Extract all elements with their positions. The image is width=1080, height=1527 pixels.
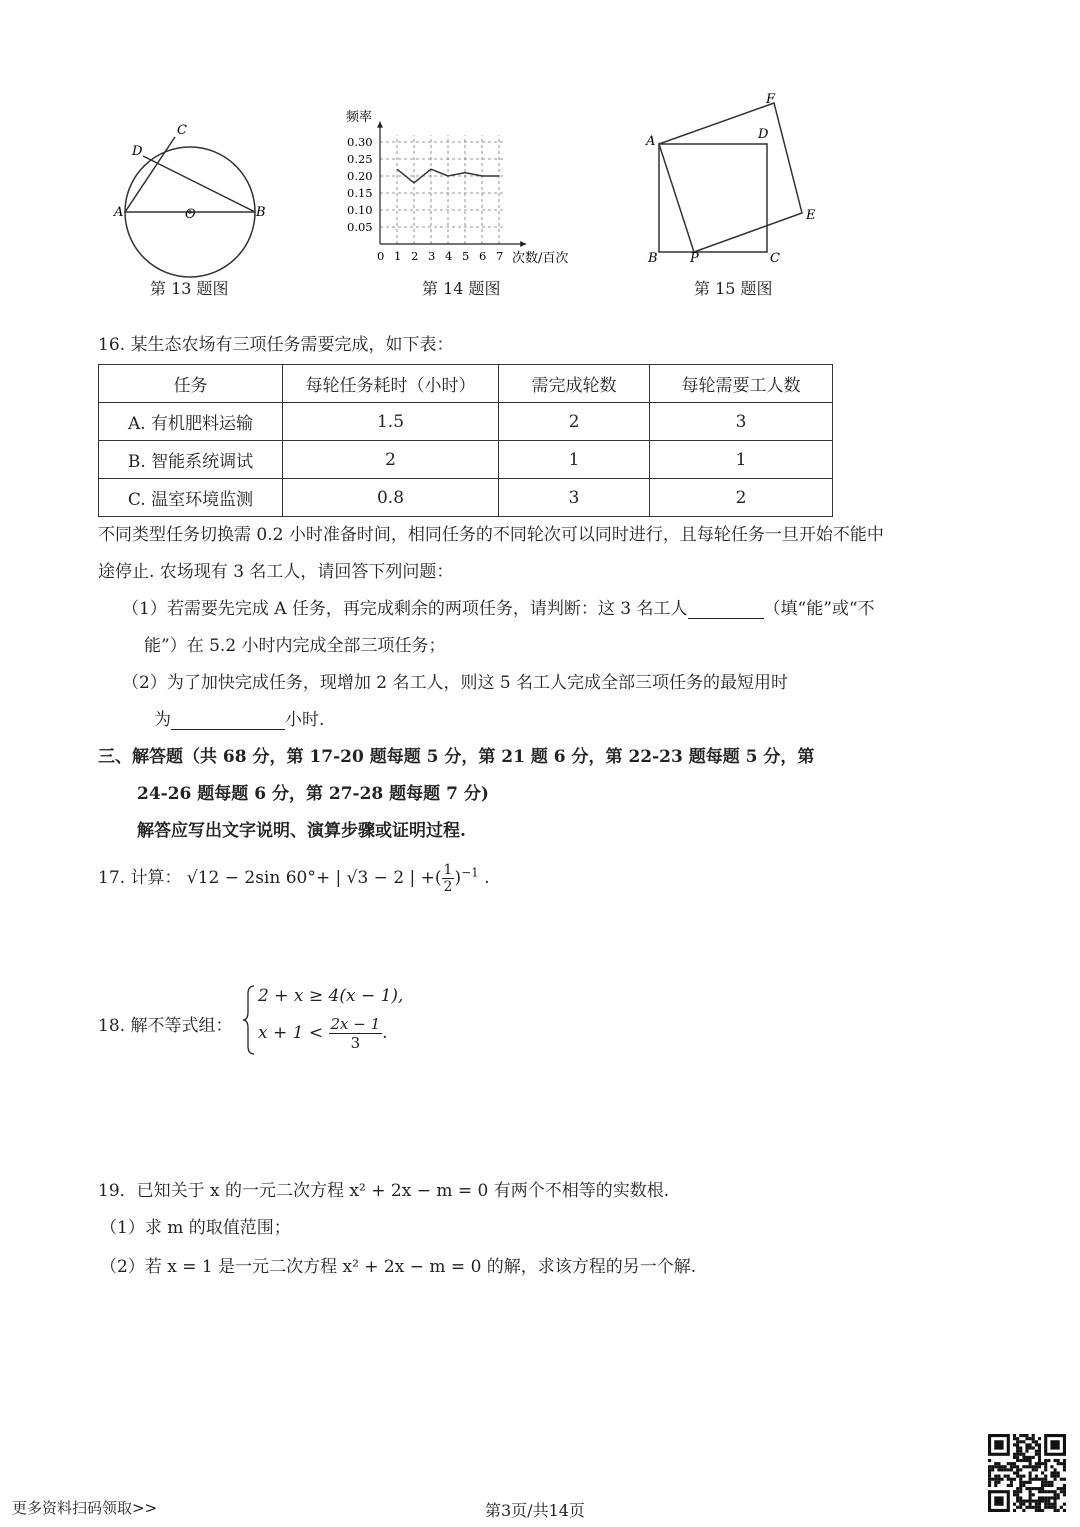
x-tick-label: 5 [462, 249, 470, 263]
q17-exponent: −1 [461, 865, 479, 880]
q19-stem: 19．已知关于 x 的一元二次方程 x² + 2x − m = 0 有两个不相等的实数根. [98, 1181, 670, 1201]
y-tick-label: 0.15 [347, 186, 373, 200]
label-C: C [770, 251, 780, 266]
brace-icon [242, 984, 256, 1056]
q18-label: 18. 解不等式组： [98, 1016, 233, 1036]
figure-15-caption: 第 15 题图 [694, 279, 773, 298]
table-row [99, 479, 833, 517]
y-tick-label: 0.25 [347, 152, 373, 166]
table-cell: A. 有机肥料运输 [99, 403, 283, 441]
label-D: D [758, 127, 769, 142]
x-tick-label: 3 [428, 249, 436, 263]
q16-text-line2: 途停止. 农场现有 3 名工人，请回答下列问题： [98, 562, 454, 582]
q16-part2-cont [154, 705, 324, 730]
y-tick-label: 0.05 [347, 220, 373, 234]
label-D: D [132, 144, 143, 159]
qr-code-icon [988, 1434, 1066, 1512]
table-cell: 2 [499, 403, 650, 441]
label-A: A [114, 205, 124, 220]
label-A: A [646, 134, 656, 149]
label-B: B [648, 251, 658, 266]
x-tick-label: 0 [377, 249, 385, 263]
q16-part2-suffix: 小时. [285, 710, 325, 730]
q16-part2: （2）为了加快完成任务，现增加 2 名工人，则这 5 名工人完成全部三项任务的最短用时 [122, 673, 789, 693]
q17 [98, 862, 490, 895]
table-header: 每轮需要工人数 [650, 365, 833, 403]
label-P: P [690, 251, 699, 266]
q18-end: . [382, 1023, 388, 1043]
table-header: 每轮任务耗时（小时） [283, 365, 499, 403]
x-tick-label: 4 [445, 249, 453, 263]
table-row [99, 403, 833, 441]
q16-stem: 16. 某生态农场有三项任务需要完成，如下表： [98, 335, 454, 355]
label-O: O [185, 207, 196, 222]
q16-part2-prefix: 为 [154, 710, 171, 730]
footer-promo[interactable]: 更多资料扫码领取>> [12, 1499, 158, 1517]
table-header-row [99, 365, 833, 403]
section3-title: 三、解答题（共 68 分，第 17-20 题每题 5 分，第 21 题 6 分，第 22-23 题每题 5 分，第 [98, 747, 815, 767]
y-tick-label: 0.10 [347, 203, 373, 217]
table-cell: 1 [499, 441, 650, 479]
fraction-denominator: 2 [443, 879, 453, 895]
q17-close-paren: ) [454, 868, 462, 888]
figure-14-caption: 第 14 题图 [422, 279, 501, 298]
q17-fraction [442, 862, 455, 895]
table-cell: 3 [650, 403, 833, 441]
section3-note: 解答应写出文字说明、演算步骤或证明过程. [137, 821, 466, 841]
q16-part1 [122, 594, 875, 619]
q16-part1-text: （1）若需要先完成 A 任务，再完成剩余的两项任务，请判断：这 3 名工人 [122, 599, 688, 619]
x-tick-label: 7 [496, 249, 504, 263]
figure-13-caption: 第 13 题图 [150, 279, 229, 298]
chart-ylabel: 频率 [346, 110, 373, 125]
table-cell: C. 温室环境监测 [99, 479, 283, 517]
table-cell: 3 [499, 479, 650, 517]
table-cell: B. 智能系统调试 [99, 441, 283, 479]
label-C: C [177, 123, 187, 138]
figure-14-chart [340, 104, 580, 274]
x-tick-label: 1 [394, 249, 402, 263]
fraction-numerator: 1 [443, 862, 453, 878]
q16-part1-cont: 能”）在 5.2 小时内完成全部三项任务； [144, 636, 446, 656]
figure-13 [110, 118, 280, 278]
table-cell: 2 [283, 441, 499, 479]
y-axis-arrow [377, 122, 383, 128]
table-cell: 1.5 [283, 403, 499, 441]
q17-label: 17. 计算： [98, 868, 182, 888]
q16-part1-hint: （填“能”或“不 [763, 599, 875, 619]
table-header: 需完成轮数 [499, 365, 650, 403]
table-cell: 0.8 [283, 479, 499, 517]
section3-title-cont: 24-26 题每题 6 分，第 27-28 题每题 7 分) [137, 784, 489, 804]
q16-text-line1: 不同类型任务切换需 0.2 小时准备时间，相同任务的不同轮次可以同时进行，且每轮任务一旦开始不能中 [98, 525, 884, 545]
y-tick-label: 0.20 [347, 169, 373, 183]
q18-inequality-1: 2 + x ≥ 4(x − 1), [258, 986, 404, 1006]
x-tick-label: 2 [411, 249, 419, 263]
x-tick-label: 6 [479, 249, 487, 263]
q17-expression: √12 − 2sin 60°+ | √3 − 2 | +( [186, 868, 442, 888]
label-B: B [256, 205, 266, 220]
answer-blank[interactable] [171, 711, 285, 730]
table-row [99, 441, 833, 479]
q18-inequality-2 [258, 1015, 388, 1052]
page-number: 第3页/共14页 [485, 1501, 585, 1520]
label-E: E [806, 208, 816, 223]
q18-ineq2-left: x + 1 < [258, 1023, 324, 1043]
table-cell: 2 [650, 479, 833, 517]
answer-blank[interactable] [688, 600, 764, 619]
table-header: 任务 [99, 365, 283, 403]
q19-part1: （1）求 m 的取值范围； [100, 1218, 291, 1238]
y-tick-label: 0.30 [347, 135, 373, 149]
fraction-denominator: 3 [350, 1034, 361, 1052]
chart-xlabel: 次数/百次 [512, 251, 569, 266]
fraction-numerator: 2x − 1 [330, 1015, 381, 1033]
figure-15 [640, 90, 830, 270]
q17-end: . [484, 868, 490, 888]
label-F: F [766, 92, 776, 107]
q18-fraction [329, 1015, 383, 1052]
x-axis-arrow [520, 241, 526, 247]
q19-part2: （2）若 x = 1 是一元二次方程 x² + 2x − m = 0 的解，求该方程的另一个解. [100, 1257, 697, 1277]
table-cell: 1 [650, 441, 833, 479]
task-table [98, 364, 833, 517]
